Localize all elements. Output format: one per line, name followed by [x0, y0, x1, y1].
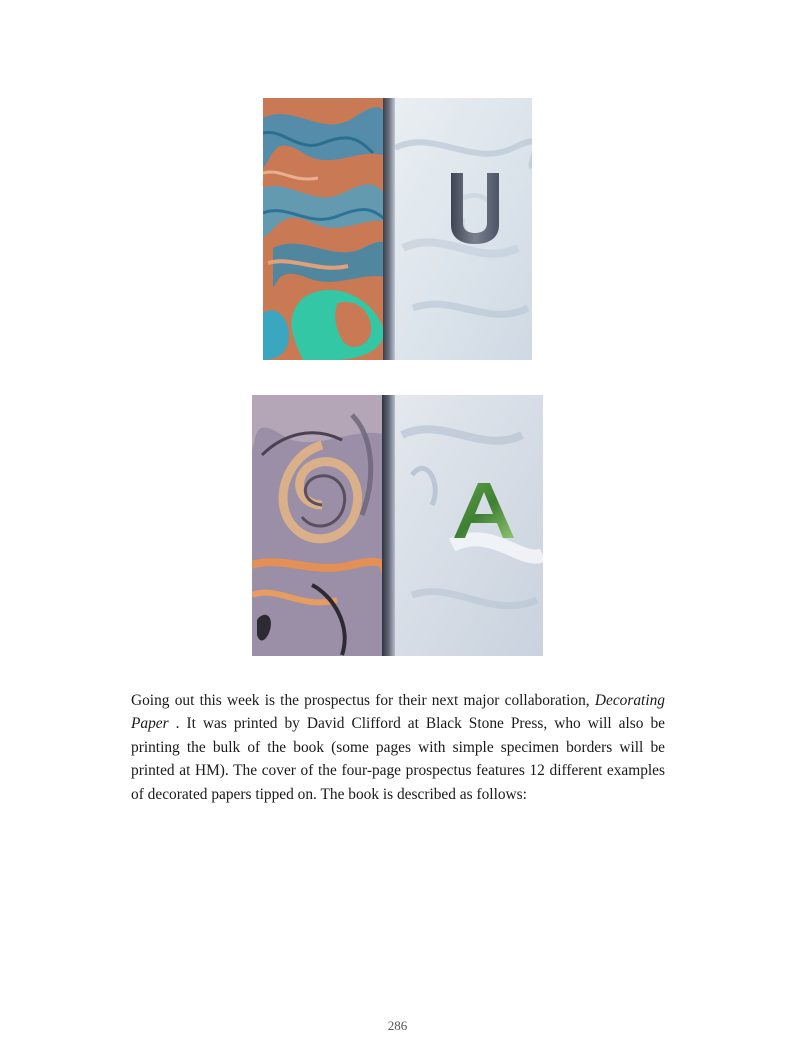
body-paragraph	[131, 689, 665, 806]
paragraph-part-2: . It was printed by David Clifford at Black Stone Press, who will also be printing the bulk of the book (some pages with simple specimen borders will be printed at HM). The cover of the four-page prospectus features 12 different examples of decorated papers tipped on. The book is described as follows:	[131, 715, 665, 803]
marbled-paper-photo-a	[252, 395, 543, 656]
marbled-paper-photo-u	[263, 98, 532, 360]
paragraph-part-1: Going out this week is the prospectus for their next major collaboration,	[131, 692, 590, 709]
page-number: 286	[387, 1018, 408, 1033]
book-title: Decorating Paper	[131, 692, 665, 733]
